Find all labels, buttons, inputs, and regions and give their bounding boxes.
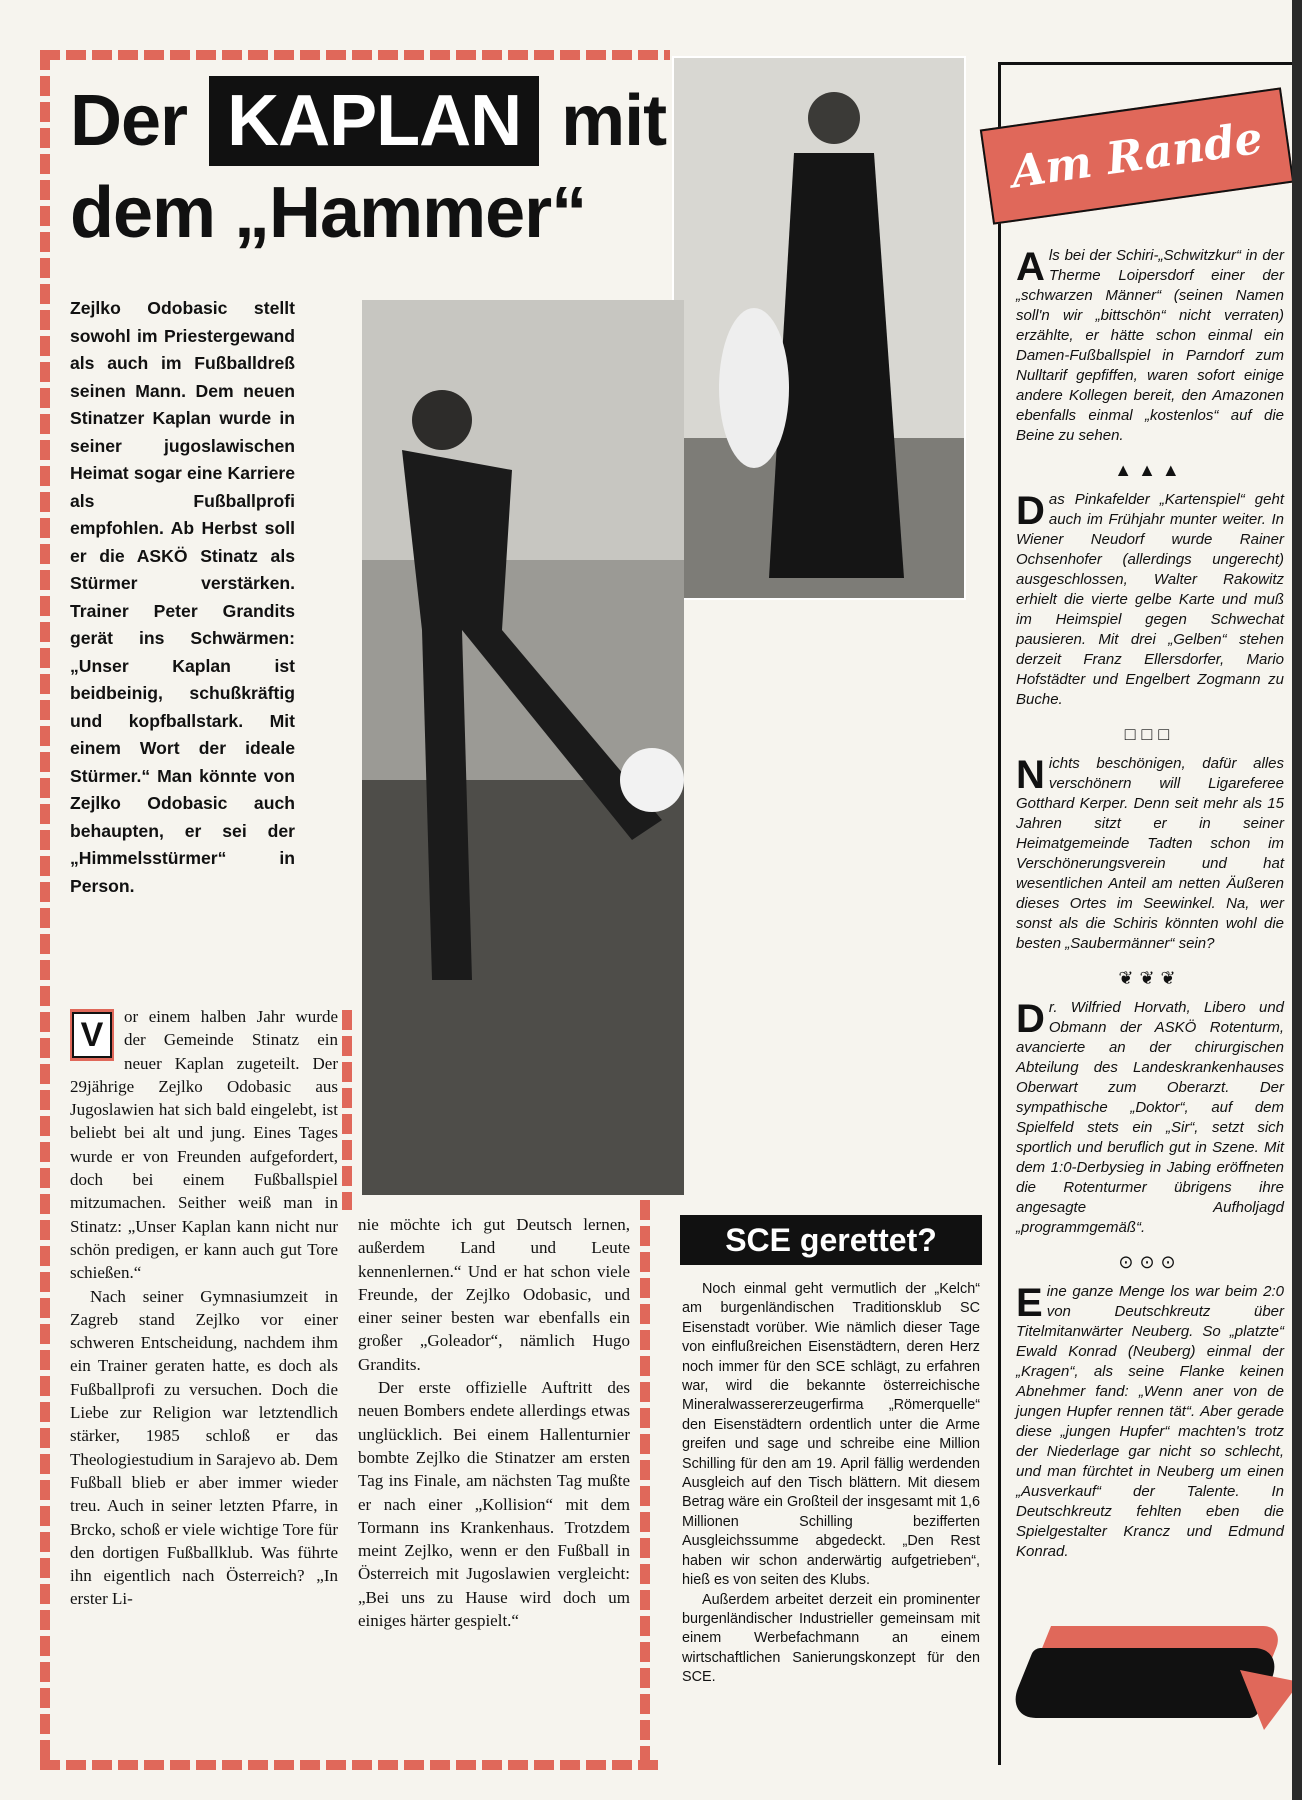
sidebar-item-cap: D — [1016, 997, 1045, 1041]
sidebar-item-cap: N — [1016, 753, 1045, 797]
sidebar-item — [1016, 490, 1284, 710]
sce-body — [682, 1280, 980, 1688]
frame-right — [640, 1200, 650, 1770]
sidebar-item-cap: A — [1016, 245, 1045, 289]
sidebar-column — [1016, 246, 1284, 1562]
frame-top — [40, 50, 670, 60]
sidebar-title: Am Rande — [1008, 112, 1266, 199]
sidebar-separator: ▲▲▲ — [1114, 460, 1186, 480]
priest-figure-illustration — [674, 58, 964, 598]
sidebar-item-cap: D — [1016, 489, 1045, 533]
sidebar-item-text: ls bei der Schiri-„Schwitzkur“ in der Therme Loipersdorf einer der „schwarzen Männer“ (seinen Namen soll'n wir „bittschön“ nicht verraten) erzählte, er hätte schon einmal ein Damen-Fußballspiel in Parndorf zum Nulltarif gepfiffen, waren sofort einige andere Kollegen bereit, den Amazonen ebenfalls einmal „kostenlos“ auf die Beine zu sehen. — [1016, 247, 1284, 444]
page-edge — [1292, 0, 1302, 1800]
article-column-2 — [358, 1213, 630, 1632]
sidebar-item-cap: E — [1016, 1281, 1043, 1325]
sidebar-item-text: ichts beschönigen, dafür alles verschönern will Ligareferee Gotthard Kerper. Denn seit mehr als 15 Jahren sitzt er in seiner Heimatgemeinde Tadten schon im Verschönerungsverein und hat wesentlichen Anteil am netten Äußeren dieses Ortes im Seewinkel. Na, wer sonst als die Schiris könnten wohl die besten „Saubermänner“ sein? — [1016, 755, 1284, 952]
article-column-1 — [70, 1005, 338, 1611]
headline-word-2: mit — [561, 81, 667, 161]
sce-paragraph: Außerdem arbeitet derzeit ein prominenter burgenländischer Industrieller gemeinsam mit einem Werbefachmann an einem wirtschaftlichen Sanierungskonzept für den SCE. — [682, 1591, 980, 1686]
footballer-illustration — [362, 300, 684, 1195]
sidebar-item — [1016, 998, 1284, 1238]
article-paragraph: nie möchte ich gut Deutsch lernen, außerdem Land und Leute kennenlernen.“ Und er hat schon viele Freunde, der Zejlko Odobasic, und einer seiner besten war ebenfalls ein großer „Goleador“, nämlich Hugo Grandits. — [358, 1215, 630, 1374]
frame-bottom — [40, 1760, 660, 1770]
headline-word-1: Der — [70, 81, 188, 161]
sidebar-separator: □□□ — [1124, 724, 1176, 744]
article-dropcap — [70, 1009, 114, 1061]
lead-paragraph: Zejlko Odobasic stellt sowohl im Priestergewand als auch im Fußballdreß seinen Mann. Dem neuen Stinatzer Kaplan wurde in seiner jugoslawischen Heimat sogar eine Karriere als Fußballprofi empfohlen. Ab Herbst soll er die ASKÖ Stinatz als Stürmer verstärken. Trainer Peter Grandits gerät ins Schwärmen: „Unser Kaplan ist beidbeinig, schußkräftig und kopfballstark. Mit einem Wort der ideale Stürmer.“ Man könnte von Zejlko Odobasic auch behaupten, er sei der „Himmelsstürmer“ in Person. — [70, 298, 295, 896]
sidebar-separator: ⊙⊙⊙ — [1118, 1252, 1182, 1272]
sidebar-item-text: r. Wilfried Horvath, Libero und Obmann der ASKÖ Rotenturm, avancierte an der chirurgischen Abteilung des Landeskrankenhauses Oberwart zum Oberarzt. Der sympathische „Doktor“, auf dem Spielfeld stets ein „Sir“, setzt sich sportlich und beruflich gut in Szene. Mit dem 1:0-Derbysieg in Jabing eröffneten die Rotenturmer übrigens ihre angesagte Aufholjagd „programmgemäß“. — [1016, 999, 1284, 1236]
sidebar-separator: ❦❦❦ — [1118, 968, 1182, 988]
photo-priest-cassock — [672, 56, 966, 600]
decorative-brush-stroke — [1006, 1648, 1284, 1718]
dropcap-letter: V — [72, 1012, 112, 1058]
headline-line-2: dem „Hammer“ — [70, 173, 587, 253]
article-paragraph: Nach seiner Gymnasiumzeit in Zagreb stand Zejlko vor einer schweren Entscheidung, nachdem ihm ein Trainer geraten hatte, es doch als Fußballprofi zu versuchen. Doch die Liebe zur Religion war letztendlich stärker, 1985 schloß er das Theologiestudium in Sarajevo ab. Dem Fußball blieb er aber immer wieder treu. Auch in seiner letzten Pfarre, in Brcko, schoß er viele wichtige Tore für den dortigen Fußballklub. Was führte ihn eigentlich nach Österreich? „In erster Li- — [70, 1286, 338, 1609]
frame-left — [40, 50, 50, 1770]
sidebar-item — [1016, 754, 1284, 954]
photo-kicking-ball — [362, 300, 684, 1195]
headline — [70, 75, 670, 259]
headline-boxed-word: KAPLAN — [212, 79, 536, 163]
article-paragraph: Der erste offizielle Auftritt des neuen Bombers endete allerdings etwas unglücklich. Bei einem Hallenturnier bombte Zejlko die Stinatzer am ersten Tag ins Finale, am nächsten Tag mußte er nach einer „Kollision“ mit dem Tormann ins Krankenhaus. Trotzdem meint Zejlko, wenn er den Fußball in Österreich mit Jugoslawien vergleicht: „Bei uns zu Hause wird doch um einiges härter gespielt.“ — [358, 1378, 630, 1631]
article-paragraph: or einem halben Jahr wurde der Gemeinde Stinatz ein neuer Kaplan zugeteilt. Der 29jährige Zejlko Odobasic aus Jugoslawien hat sich bald eingelebt, ist beliebt bei alt und jung. Eines Tages wurde er von Freunden aufgefordert, doch bei einem Fußballspiel mitzumachen. Seither weiß man in Stinatz: „Unser Kaplan kann nicht nur schön predigen, er kann auch gut Tore schießen.“ — [70, 1007, 338, 1283]
frame-mid — [342, 1010, 352, 1210]
sidebar-item-text: as Pinkafelder „Kartenspiel“ geht auch im Frühjahr munter weiter. In Wiener Neudorf wurde Rainer Ochsenhofer (allerdings ungerecht) ausgeschlossen, Walter Rakowitz erhielt die vierte gelbe Karte und muß im Heimspiel gegen Schwechat pausieren. Mit drei „Gelben“ stehen derzeit Franz Ellersdorfer, Mario Hofstädter und Engelbert Zogmann zu Buche. — [1016, 491, 1284, 708]
sce-paragraph: Noch einmal geht vermutlich der „Kelch“ am burgenländischen Traditionsklub SC Eisenstadt vorüber. Wie nämlich dieser Tage von einflußreichen Eisenstädtern, deren Herz noch immer für den SCE schlägt, zu erfahren war, wird die bekannte österreichische Mineralwassererzeugerfirma „Römerquelle“ den Eisenstädtern ordentlich unter die Arme greifen und sage und schreibe eine Million Schilling für den am 19. April fällig werdenden Ausgleich auf den Tisch blättern. Mit diesem Betrag wäre ein Großteil der insgesamt mit 1,6 Millionen Schilling bezifferten Ausgleichssumme abgedeckt. „Den Rest haben wir schon anderwärtig aufgetrieben“, hieß es von seiten des Klubs. — [682, 1281, 980, 1589]
sidebar-item — [1016, 1282, 1284, 1562]
sidebar-item — [1016, 246, 1284, 446]
sidebar-item-text: ine ganze Menge los war beim 2:0 von Deutschkreutz über Titelmitanwärter Neuberg. So „platzte“ Ewald Konrad (Neuberg) einmal der „Kragen“, als seine Flanke keinen Abnehmer fand: „Wenn aner von de jungen Hupfer rennen tät“. Aber gerade diese „jungen Hupfer“ machten's trotz der Niederlage gar nicht so schlecht, und man fürchtet in Neuberg um einen „Ausverkauf“ der Talente. In Deutschkreutz fehlten eben die Spielgestalter Krancz und Edmund Konrad. — [1016, 1283, 1284, 1560]
sce-title: SCE gerettet? — [680, 1215, 982, 1265]
